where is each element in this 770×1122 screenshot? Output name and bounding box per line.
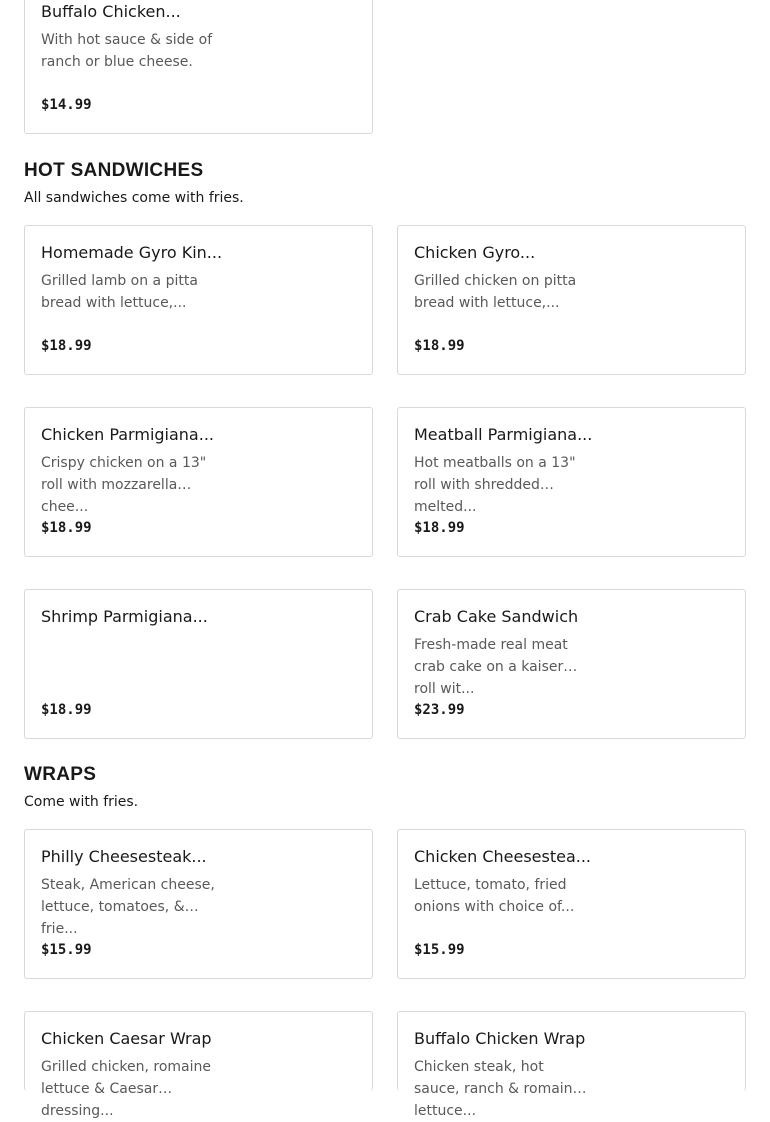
menu-item-price: $18.99 xyxy=(414,520,465,536)
menu-item-name: Chicken Parmigiana... xyxy=(41,425,214,444)
menu-item-price: $18.99 xyxy=(41,338,92,354)
menu-item-name: Homemade Gyro Kin... xyxy=(41,243,223,262)
menu-item-price: $18.99 xyxy=(414,338,465,354)
menu-item-description: Chicken steak, hot sauce, ranch & romaine lettuce... xyxy=(414,1059,582,1119)
menu-item-price: $15.99 xyxy=(41,942,92,958)
menu-item-card[interactable] xyxy=(24,0,373,134)
menu-item-card[interactable] xyxy=(24,829,373,979)
menu-item-description: Steak, American cheese, lettuce, tomatoes, & frie... xyxy=(41,877,215,937)
menu-item-name: Chicken Cheesestea... xyxy=(414,847,592,866)
menu-item-card[interactable] xyxy=(24,589,373,739)
menu-item-price: $18.99 xyxy=(41,702,92,718)
menu-item-card[interactable] xyxy=(397,1011,746,1119)
section-subtitle-wraps: Come with fries. xyxy=(24,794,139,810)
menu-item-price: $15.99 xyxy=(414,942,465,958)
section-title-hot-sandwiches: HOT SANDWICHES xyxy=(24,160,204,181)
menu-item-name: Buffalo Chicken Wrap xyxy=(414,1029,586,1048)
menu-item-card[interactable] xyxy=(24,1011,373,1119)
menu-item-name: Crab Cake Sandwich xyxy=(414,607,579,626)
menu-item-price: $18.99 xyxy=(41,520,92,536)
menu-item-description: Grilled chicken on pitta bread with lettuce,... xyxy=(414,273,577,311)
menu-item-card[interactable] xyxy=(397,829,746,979)
menu-item-description: Grilled chicken, romaine lettuce & Caesar dressing... xyxy=(41,1059,211,1119)
menu-item-name: Shrimp Parmigiana... xyxy=(41,607,208,626)
menu-item-description: Lettuce, tomato, fried onions with choice of... xyxy=(414,877,575,915)
menu-item-description: Hot meatballs on a 13" roll with shredded melted... xyxy=(414,455,576,515)
menu-item-name: Chicken Caesar Wrap xyxy=(41,1029,212,1048)
menu-item-description: Grilled lamb on a pitta bread with lettuce,... xyxy=(41,273,198,311)
menu-item-card[interactable] xyxy=(397,407,746,557)
menu-item-price: $14.99 xyxy=(41,97,92,113)
menu-item-description: With hot sauce & side of ranch or blue cheese. xyxy=(41,32,213,70)
menu-item-card[interactable] xyxy=(397,225,746,375)
menu-item-card[interactable] xyxy=(24,225,373,375)
menu-item-name: Chicken Gyro... xyxy=(414,243,536,262)
menu-item-name: Meatball Parmigiana... xyxy=(414,425,593,444)
menu-item-price: $23.99 xyxy=(414,702,465,718)
menu-item-name: Philly Cheesesteak... xyxy=(41,847,207,866)
menu-item-card[interactable] xyxy=(397,589,746,739)
menu-item-card[interactable] xyxy=(24,407,373,557)
section-title-wraps: WRAPS xyxy=(24,764,97,785)
menu-item-description: Fresh-made real meat crab cake on a kaiser roll wit... xyxy=(414,637,568,697)
section-subtitle-hot-sandwiches: All sandwiches come with fries. xyxy=(24,190,244,206)
menu-item-name: Buffalo Chicken... xyxy=(41,2,181,21)
menu-item-description: Crispy chicken on a 13" roll with mozzarella chee... xyxy=(41,455,207,515)
